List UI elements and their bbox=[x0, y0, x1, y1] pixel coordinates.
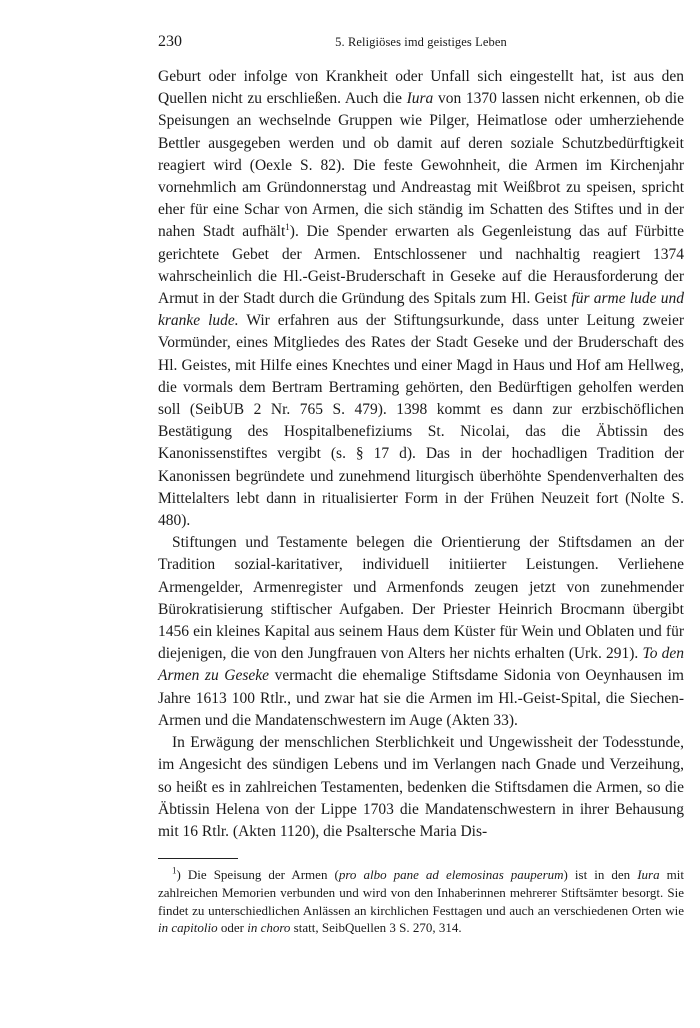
text-run: Geburt oder infolge von Krankheit oder Unfall sich eingestellt hat, ist aus den Quellen nicht zu erschließen. Auch die bbox=[158, 68, 684, 108]
italic-run: Iura bbox=[637, 867, 660, 882]
paragraph-1 bbox=[158, 66, 684, 532]
text-run: statt, SeibQuellen 3 S. 270, 314. bbox=[290, 920, 462, 936]
text-run: mit zahlreichen Memorien verbunden und wird von den Inhaberinnen mehrerer Stiftsämter besorgt. Sie findet zu unterschiedlichen Anlässen an kirchlichen Festtagen und auch an verschiedenen Orten wie bbox=[158, 867, 684, 918]
italic-run: in choro bbox=[247, 920, 291, 936]
text-run: von 1370 lassen nicht erkennen, ob die Speisungen an wechselnde Gruppen wie Pilger, Heimatlose oder umherziehende Bettler ausgegeben werden und ob damit auf deren soziale Schutzbedürftigkeit reagiert wird (Oexle S. 82). Die feste Gewohnheit, die Armen im Kirchenjahr vornehmlich am Gründonnerstag und Andreastag mit Weißbrot zu speisen, spricht eher für eine Schar von Armen, die sich ständig im Schatten des Stiftes und in der nahen Stadt aufhält bbox=[158, 90, 684, 241]
running-head: 5. Religiöses imd geistiges Leben bbox=[335, 35, 507, 49]
paragraph-2 bbox=[158, 532, 684, 732]
footnote bbox=[158, 866, 684, 937]
italic-run: für arme lude und kranke lude. bbox=[158, 290, 684, 330]
footnote-marker: 1 bbox=[172, 865, 177, 876]
italic-run: To den Armen zu Geseke bbox=[158, 645, 685, 685]
italic-run: pro albo pane ad elemosinas pauperum bbox=[338, 867, 564, 882]
page-header bbox=[158, 33, 684, 55]
text-run: ) Die Speisung der Armen ( bbox=[176, 867, 339, 882]
text-run: vermacht die ehemalige Stiftsdame Sidonia von Oeynhausen im Jahre 1613 100 Rtlr., und zwar hat sie die Armen im Hl.-Geist-Spital, die Siechen-Armen und die Mandatenschwestern im Auge (Akten 33). bbox=[158, 667, 684, 729]
text-run: ). Die Spender erwarten als Gegenleistung das auf Fürbitte gerichtete Gebet der Armen. Entschlossener und nachhaltig reagiert 1374 wahrscheinlich die Hl.-Geist-Bruderschaft in Geseke auf die Herausforderung der Armut in der Stadt durch die Gründung des Spitals zum Hl. Geist bbox=[158, 223, 684, 308]
text-run: oder bbox=[217, 920, 248, 936]
body-text bbox=[158, 66, 684, 843]
italic-run: Iura bbox=[406, 90, 434, 108]
text-run: Stiftungen und Testamente belegen die Orientierung der Stiftsdamen an der Tradition sozial-karitativer, individuell initiierter Leistungen. Verliehene Armengelder, Armenregister und Armenfonds zeugen jetzt von zunehmender Bürokratisierung stiftischer Aufgaben. Der Priester Heinrich Brocmann übergibt 1456 ein kleines Kapital aus seinem Haus dem Küster für Wein und Oblaten und für diejenigen, die von den Jungfrauen von Alters her nichts erhalten (Urk. 291). bbox=[158, 534, 684, 663]
paragraph-3 bbox=[158, 732, 684, 843]
page-number: 230 bbox=[158, 33, 182, 50]
text-run: ) ist in den bbox=[563, 867, 638, 882]
italic-run: in capitolio bbox=[158, 920, 218, 936]
text-run: In Erwägung der menschlichen Sterblichkeit und Ungewissheit der Todesstunde, im Angesicht des sündigen Lebens und im Verlangen nach Gnade und Verzeihung, so heißt es in zahlreichen Testamenten, bedenken die Stiftsdamen die Armen, so die Äbtissin Helena von der Lippe 1703 die Mandatenschwestern in ihrer Behausung mit 16 Rtlr. (Akten 1120), die Psaltersche Maria Dis- bbox=[158, 734, 684, 840]
footnote-ref: 1 bbox=[285, 222, 290, 233]
footnote-divider bbox=[158, 858, 238, 859]
text-run: Wir erfahren aus der Stiftungsurkunde, dass unter Leitung zweier Vormünder, eines Mitgliedes des Rates der Stadt Geseke und der Bruderschaft des Hl. Geistes, mit Hilfe eines Knechtes und einer Magd in Haus und Hof am Hellweg, die vormals dem Bertram Bertraming gehörten, den Bedürftigen geholfen werden soll (SeibUB 2 Nr. 765 S. 479). 1398 kommt es dann zur erzbischöflichen Bestätigung des Hospitalbenefiziums St. Nicolai, das die Äbtissin des Kanonissenstiftes vergibt (s. § 17 d). Das in der hochadligen Tradition der Kanonissen begründete und zunehmend liturgisch überhöhte Spendenverhalten des Mittelalters lebt dann in ritualisierter Form in der Frühen Neuzeit fort (Nolte S. 480). bbox=[158, 312, 685, 530]
